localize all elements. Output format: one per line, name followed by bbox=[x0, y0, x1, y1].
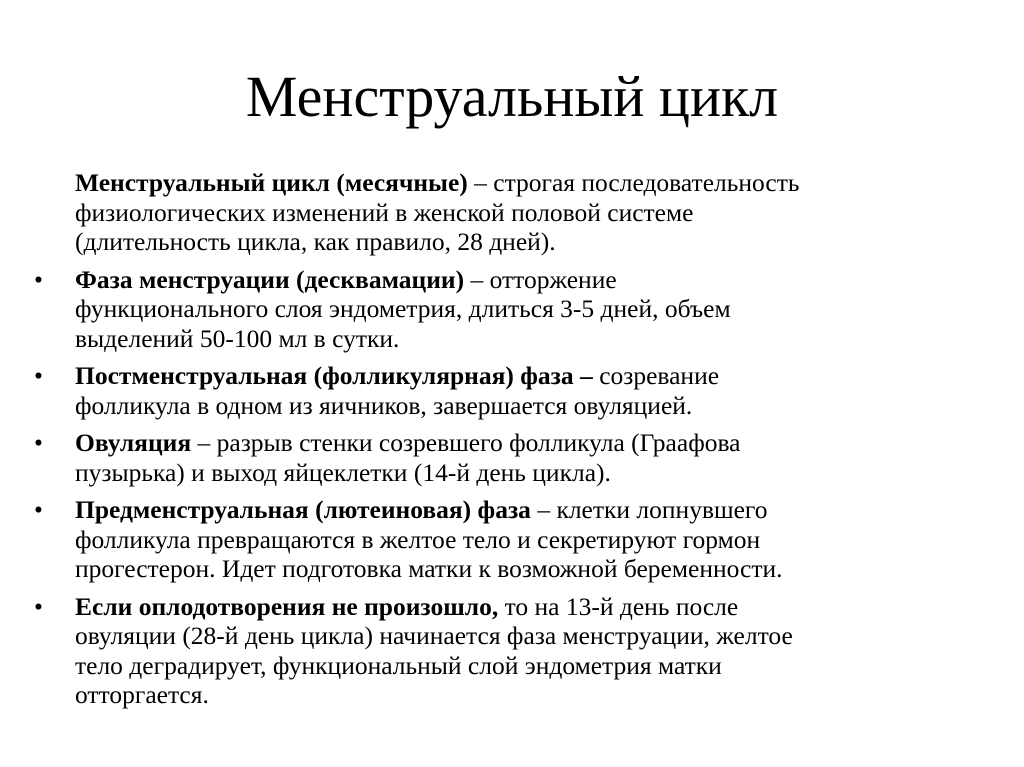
term-bold: Фаза менструации (десквамации) bbox=[75, 264, 465, 294]
term-bold: Овуляция bbox=[75, 428, 192, 457]
term-bold: Постменструальная (фолликулярная) фаза – bbox=[75, 361, 593, 390]
list-item-follicular-phase bbox=[34, 361, 964, 420]
bullet-marker: • bbox=[34, 591, 43, 621]
term-bold: Предменструальная (лютеиновая) фаза bbox=[75, 495, 531, 524]
term-description: – отторжение функционального слоя эндометрия, длиться 3-5 дней, объем выделений 50-100 мл в сутки. bbox=[75, 264, 731, 353]
list-item-no-fertilization bbox=[34, 592, 964, 710]
term-description: созревание фолликула в одном из яичников, завершается овуляцией. bbox=[75, 361, 720, 420]
bullet-marker: • bbox=[34, 428, 43, 457]
bullet-marker: • bbox=[34, 361, 43, 390]
slide-title: Менструальный цикл bbox=[245, 64, 779, 129]
term-description: – строгая последовательность физиологических изменений в женской половой системе (длительность цикла, как правило, 28 дней). bbox=[75, 168, 800, 256]
list-item-ovulation bbox=[34, 428, 964, 487]
bullet-marker: • bbox=[34, 264, 43, 294]
list-item-menstruation-phase bbox=[34, 265, 964, 354]
term-description: то на 13-й день после овуляции (28-й день цикла) начинается фаза менструации, желтое тело деградирует, функциональный слой эндометрия матки отторгается. bbox=[75, 591, 793, 709]
term-description: – клетки лопнувшего фолликула превращаются в желтое тело и секретируют гормон прогестерон. Идет подготовка матки к возможной беременности. bbox=[75, 495, 783, 583]
intro-paragraph bbox=[34, 168, 964, 257]
list-item-luteal-phase bbox=[34, 495, 964, 584]
slide-body bbox=[34, 168, 964, 718]
term-bold: Менструальный цикл (месячные) bbox=[75, 168, 468, 197]
bullet-marker: • bbox=[34, 495, 43, 524]
term-description: – разрыв стенки созревшего фолликула (Граафова пузырька) и выход яйцеклетки (14-й день цикла). bbox=[75, 428, 741, 487]
term-bold: Если оплодотворения не произошло, bbox=[75, 591, 499, 621]
